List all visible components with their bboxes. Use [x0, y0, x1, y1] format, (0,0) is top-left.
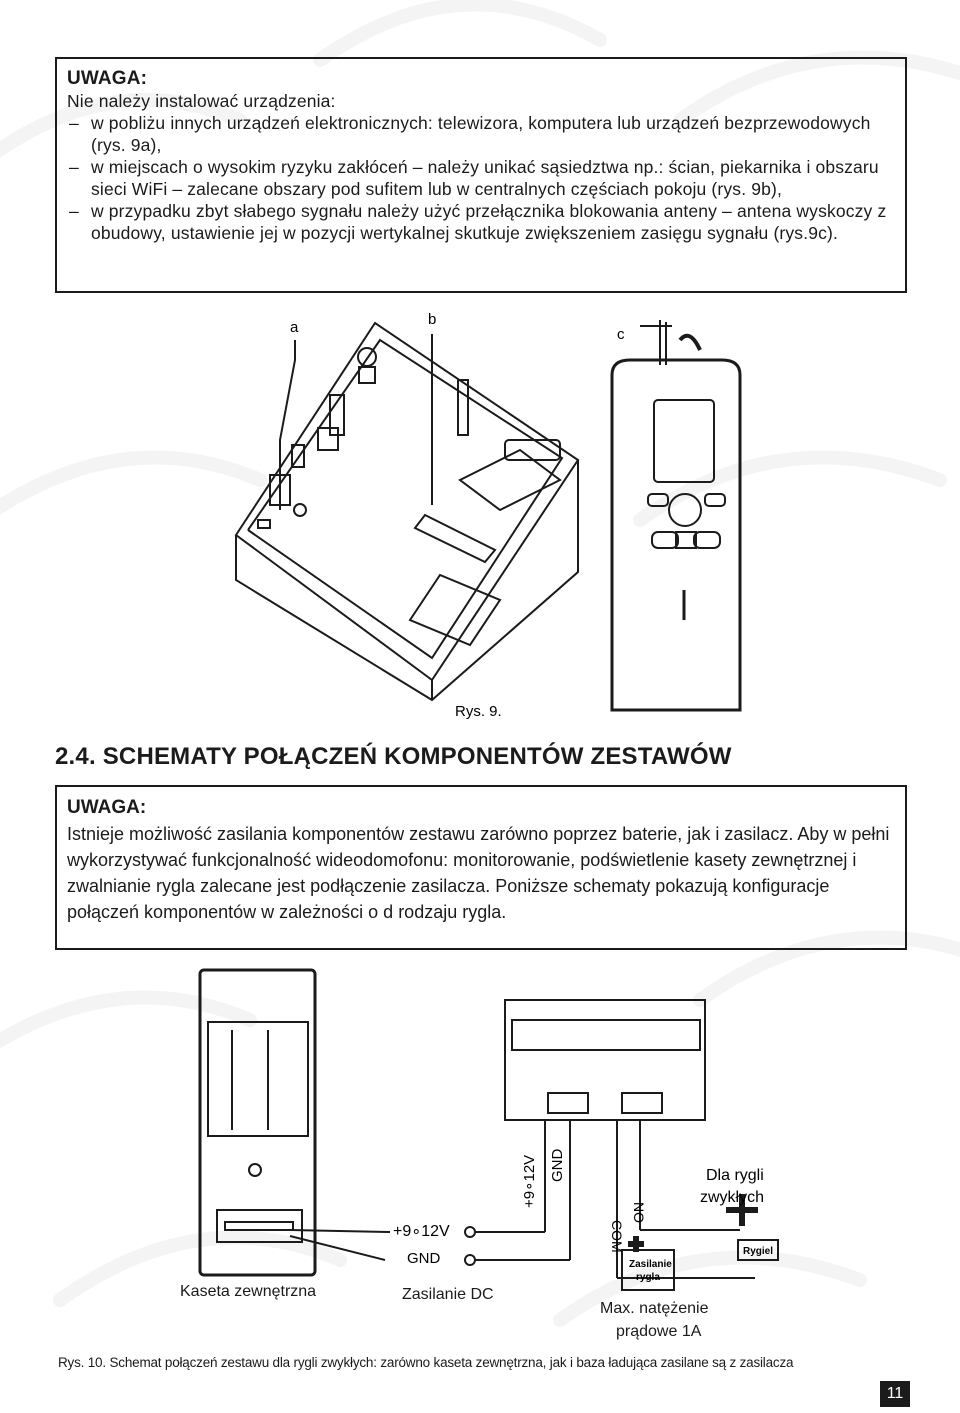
lock-supply-1: Zasilanie: [629, 1259, 672, 1270]
terminal-gnd: GND: [549, 1148, 566, 1182]
warning-item: – w pobliżu innych urządzeń elektronicznych: telewizora, komputera lub urządzeń bezprzewodowych (rys. 9a),: [67, 112, 895, 156]
max-current-label-1: Max. natężenie: [600, 1300, 709, 1317]
warning-box-power: [55, 785, 907, 950]
nav-pad-icon: [669, 494, 701, 526]
figure-9-caption: Rys. 9.: [455, 703, 502, 720]
terminal-com: COM: [609, 1220, 625, 1253]
warning-intro: Nie należy instalować urządzenia:: [67, 91, 336, 111]
room-floor: [236, 323, 578, 680]
figure-9-illustration: [0, 300, 960, 720]
dc-gnd-label: GND: [407, 1250, 441, 1267]
section-title: 2.4. SCHEMATY POŁĄCZEŃ KOMPONENTÓW ZESTAWÓW: [55, 743, 732, 770]
figure-label-c: c: [617, 326, 625, 343]
handset-screen: [654, 400, 714, 482]
terminal-no: NO: [631, 1202, 647, 1223]
warning-box-installation: [55, 57, 907, 293]
dc-plus-label: +9∘12V: [393, 1223, 450, 1240]
handset-drawing: [612, 320, 740, 710]
max-current-label-2: prądowe 1A: [616, 1323, 702, 1340]
lock-supply-2: rygla: [636, 1272, 660, 1283]
warning-item: – w miejscach o wysokim ryzyku zakłóceń – należy unikać sąsiedztwa np.: ścian, piekarnika i obszaru sieci WiFi – zalecane obszary pod sufitem lub w centralnych częściach pokoju (rys. 9b),: [67, 156, 895, 200]
figure-label-a: a: [290, 319, 299, 336]
terminal-plus: +9∘12V: [521, 1154, 538, 1208]
bell-icon: [249, 1164, 261, 1176]
dc-supply-label: Zasilanie DC: [402, 1286, 494, 1303]
warning-text: Istnieje możliwość zasilania komponentów zestawu zarówno poprzez baterie, jak i zasilacz. Aby w pełni wykorzystywać funkcjonalność wideodomofonu: monitorowanie, podświetlenie kasety zewnętrznej i zwalnianie rygla zalecane jest podłączenie zasilacza. Poniższe schematy pokazują konfiguracje połączeń komponentów w zależności o d rodzaju rygla.: [67, 824, 890, 922]
page-number: 11: [880, 1381, 910, 1407]
outdoor-station-label: Kaseta zewnętrzna: [180, 1283, 317, 1300]
figure-label-b: b: [428, 311, 437, 328]
warning-title: UWAGA:: [67, 68, 148, 89]
base-unit-drawing: [505, 1000, 705, 1120]
lock-name: Rygiel: [743, 1246, 774, 1257]
lock-label-2: zwykłych: [700, 1189, 765, 1206]
warning-list: [67, 112, 895, 244]
figure-10-caption: Rys. 10. Schemat połączeń zestawu dla rygli zwykłych: zarówno kaseta zewnętrzna, jak i baza ładująca zasilane są z zasilacza: [58, 1355, 794, 1370]
warning-title: UWAGA:: [67, 797, 147, 818]
lock-label-1: Dla rygli: [706, 1167, 764, 1184]
warning-item: – w przypadku zbyt słabego sygnału należy użyć przełącznika blokowania anteny – antena wyskoczy z obudowy, ustawienie jej w pozycji wertykalnej skutkuje zwiększeniem zasięgu sygnału (rys.9c).: [67, 200, 895, 244]
